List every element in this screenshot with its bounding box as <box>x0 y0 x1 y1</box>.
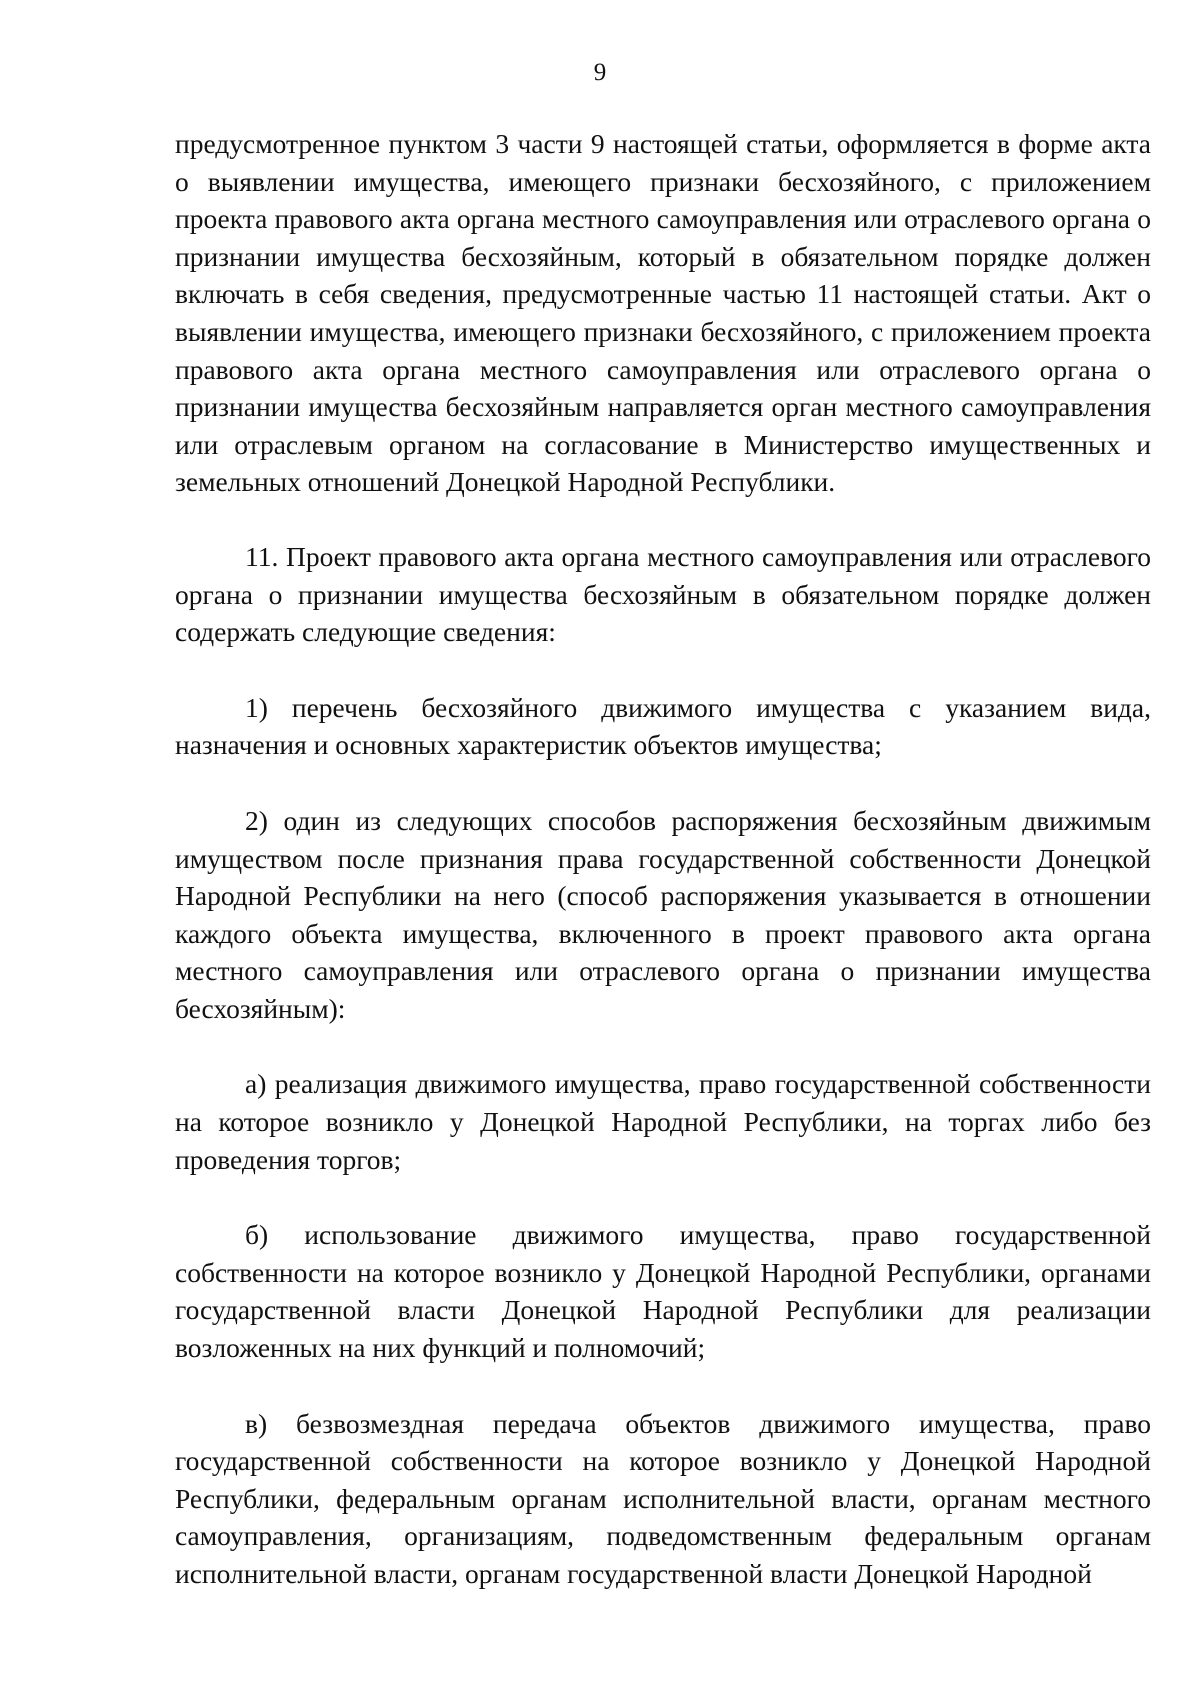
paragraph-act-form: предусмотренное пунктом 3 части 9 настоящей статьи, оформляется в форме акта о выявлении имущества, имеющего признаки бесхозяйного, с приложением проекта правового акта органа местного самоуправления или отраслевого органа о признании имущества бесхозяйным, который в обязательном порядке должен включать в себя сведения, предусмотренные частью 11 настоящей статьи. Акт о выявлении имущества, имеющего признаки бесхозяйного, с приложением проекта правового акта органа местного самоуправления или отраслевого органа о признании имущества бесхозяйным направляется орган местного самоуправления или отраслевым органом на согласование в Министерство имущественных и земельных отношений Донецкой Народной Республики. <box>175 128 1151 498</box>
paragraph-subitem-a: а) реализация движимого имущества, право государственной собственности на которое возникло у Донецкой Народной Республики, на торгах либо без проведения торгов; <box>175 1068 1151 1175</box>
page-number: 9 <box>593 59 607 86</box>
paragraph-subitem-v: в) безвозмездная передача объектов движимого имущества, право государственной собственности на которое возникло у Донецкой Народной Республики, федеральным органам исполнительной власти, органам местного самоуправления, организациям, подведомственным федеральным органам исполнительной власти, органам государственной власти Донецкой Народной <box>175 1407 1151 1589</box>
paragraph-subitem-b: б) использование движимого имущества, право государственной собственности на которое возникло у Донецкой Народной Республики, органами государственной власти Донецкой Народной Республики для реализации возложенных на них функций и полномочий; <box>175 1219 1151 1364</box>
paragraph-item-2: 2) один из следующих способов распоряжения бесхозяйным движимым имуществом после признания права государственной собственности Донецкой Народной Республики на него (способ распоряжения указывается в отношении каждого объекта имущества, включенного в проект правового акта органа местного самоуправления или отраслевого органа о признании имущества бесхозяйным): <box>175 804 1151 1024</box>
document-body <box>175 125 1151 1593</box>
paragraph-item-1: 1) перечень бесхозяйного движимого имущества с указанием вида, назначения и основных характеристик объектов имущества; <box>175 691 1151 761</box>
paragraph-clause-11: 11. Проект правового акта органа местного самоуправления или отраслевого органа о признании имущества бесхозяйным в обязательном порядке должен содержать следующие сведения: <box>175 540 1151 648</box>
